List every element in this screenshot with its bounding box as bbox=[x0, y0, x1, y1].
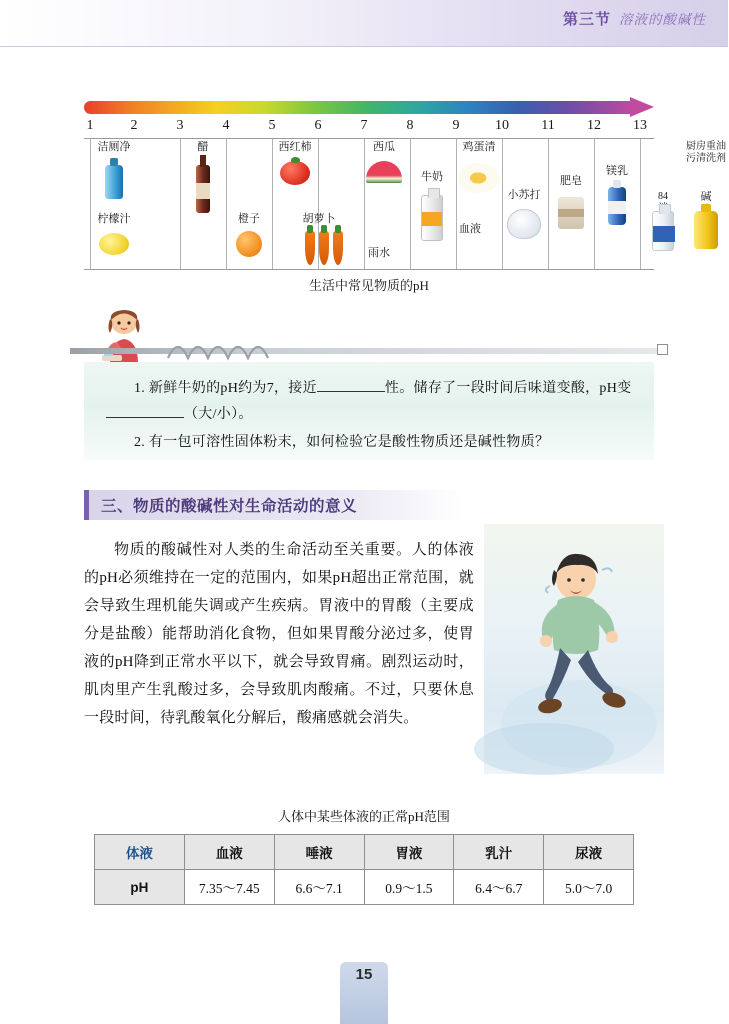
table-header-cell: 唾液 bbox=[274, 835, 364, 870]
ph-number: 7 bbox=[360, 118, 368, 133]
ph-item-label: 醋 bbox=[197, 141, 209, 153]
ph-number: 2 bbox=[130, 118, 138, 133]
ph-item-label: 西红柿 bbox=[278, 141, 312, 153]
arrow-tip-icon bbox=[630, 97, 654, 117]
grid-line bbox=[548, 139, 549, 269]
ph-number: 12 bbox=[587, 118, 601, 133]
ph-number: 5 bbox=[268, 118, 276, 133]
table-header-cell: 尿液 bbox=[544, 835, 634, 870]
carrot-icon bbox=[305, 231, 315, 265]
grid-line bbox=[272, 139, 273, 269]
table-header-cell: 胃液 bbox=[364, 835, 454, 870]
lye-jug-icon bbox=[694, 211, 718, 249]
grid-line bbox=[90, 139, 91, 269]
soap-icon bbox=[558, 197, 584, 229]
section-paragraph: 物质的酸碱性对人类的生命活动至关重要。人的体液的pH必须维持在一定的范围内，如果pH超出正常范围，就会导致生理机能失调或产生疾病。胃液中的胃酸（主要成分是盐酸）能帮助消化食物，但如果胃酸分泌过多，使胃液的pH降到正常水平以下，就会导致胃痛。剧烈运动时，肌肉里产生乳酸过多，会导致肌肉酸痛。不过，只要休息一段时间，待乳酸氧化分解后，酸痛感就会消失。 bbox=[84, 542, 474, 726]
grid-line bbox=[456, 139, 457, 269]
ph-item-label: 胡萝卜 bbox=[302, 213, 336, 225]
table-cell: 5.0～7.0 bbox=[544, 870, 634, 905]
q1-text-c: （大/小）。 bbox=[184, 407, 253, 422]
ph-item-label: 镁乳 bbox=[606, 165, 628, 177]
section-heading-text: 三、物质的酸碱性对生命活动的意义 bbox=[101, 498, 358, 515]
ph-number: 13 bbox=[633, 118, 647, 133]
table-header-cell: 血液 bbox=[184, 835, 274, 870]
ph-item-label: 西瓜 bbox=[373, 141, 395, 153]
coil-bar bbox=[70, 348, 668, 354]
table-row bbox=[95, 870, 634, 905]
heading-accent-bar bbox=[84, 490, 89, 520]
table-caption: 人体中某些体液的正常pH范围 bbox=[278, 809, 450, 824]
ph-number: 3 bbox=[176, 118, 184, 133]
activity-question-1-cont bbox=[84, 402, 654, 428]
ph-item-label: 血液 bbox=[459, 223, 481, 235]
activity-coil-divider bbox=[70, 340, 668, 362]
coil-end-square bbox=[657, 344, 668, 355]
milk-of-magnesia-icon bbox=[608, 187, 626, 225]
carrot-icon bbox=[319, 231, 329, 265]
grid-line bbox=[502, 139, 503, 269]
ph-gradient-bar bbox=[84, 101, 632, 114]
ph-number: 1 bbox=[86, 118, 94, 133]
ph-item-label: 雨水 bbox=[368, 247, 390, 259]
section-heading bbox=[84, 490, 464, 520]
lemon-icon bbox=[99, 233, 129, 255]
ph-scale-numbers bbox=[84, 118, 654, 138]
ph-item-label: 厨房重油污清洗剂 bbox=[686, 141, 726, 164]
ph-item-label: 牛奶 bbox=[421, 171, 443, 183]
ph-number: 8 bbox=[406, 118, 414, 133]
ph-item-label: 小苏打 bbox=[507, 189, 541, 201]
ph-number: 6 bbox=[314, 118, 322, 133]
table-cell: 6.4～6.7 bbox=[454, 870, 544, 905]
running-boy-illustration bbox=[484, 524, 664, 774]
orange-icon bbox=[236, 231, 262, 257]
table-row-label: pH bbox=[95, 870, 185, 905]
carrot-icon bbox=[333, 231, 343, 265]
ph-item-label: 柠檬汁 bbox=[97, 213, 131, 225]
ph-number: 11 bbox=[541, 118, 555, 133]
table-cell: 0.9～1.5 bbox=[364, 870, 454, 905]
ph-items-grid bbox=[84, 138, 726, 270]
watermelon-icon bbox=[366, 161, 402, 183]
ph-number: 9 bbox=[452, 118, 460, 133]
grid-line bbox=[226, 139, 227, 269]
running-boy-icon bbox=[484, 524, 664, 774]
ph-item-label: 鸡蛋清 bbox=[462, 141, 496, 153]
ph-gradient-arrow bbox=[84, 100, 654, 115]
table-cell: 7.35～7.45 bbox=[184, 870, 274, 905]
ph-item-label: 84 bbox=[658, 191, 668, 202]
activity-question-1 bbox=[84, 362, 654, 402]
section-name: 溶液的酸碱性 bbox=[619, 12, 706, 27]
page-number: 15 bbox=[355, 966, 373, 983]
disinfectant-icon bbox=[652, 211, 674, 251]
baking-soda-icon bbox=[507, 209, 541, 239]
ph-figure-caption: 生活中常见物质的pH bbox=[309, 278, 429, 293]
table-header-cell: 乳汁 bbox=[454, 835, 544, 870]
page-header-title bbox=[563, 8, 706, 29]
q1-blank-1[interactable] bbox=[317, 391, 385, 392]
activity-question-box bbox=[84, 362, 654, 460]
ph-item-label: 碱 bbox=[700, 191, 712, 203]
header-divider bbox=[0, 46, 728, 47]
vinegar-bottle-icon bbox=[196, 165, 210, 213]
table-header-cell: 体液 bbox=[95, 835, 185, 870]
ph-number: 4 bbox=[222, 118, 230, 133]
grid-line bbox=[594, 139, 595, 269]
grid-line bbox=[364, 139, 365, 269]
q1-text-a: 1. 新鲜牛奶的pH约为7，接近 bbox=[134, 381, 317, 396]
table-header-row bbox=[95, 835, 634, 870]
q1-blank-2[interactable] bbox=[106, 417, 184, 418]
egg-white-icon bbox=[458, 163, 500, 193]
ph-item-label: 肥皂 bbox=[560, 175, 582, 187]
ph-item-label: 洁厕净 bbox=[97, 141, 131, 153]
table-cell: 6.6～7.1 bbox=[274, 870, 364, 905]
grid-line bbox=[640, 139, 641, 269]
toilet-cleaner-icon bbox=[105, 165, 123, 199]
coil-spring-icon bbox=[166, 340, 286, 362]
tomato-icon bbox=[280, 161, 310, 185]
body-fluid-ph-table bbox=[94, 834, 634, 905]
q1-text-b: 性。储存了一段时间后味道变酸，pH变 bbox=[384, 381, 632, 396]
ph-item-label: 橙子 bbox=[238, 213, 260, 225]
ph-number: 10 bbox=[495, 118, 509, 133]
activity-question-2: 2. 有一包可溶性固体粉末，如何检验它是酸性物质还是碱性物质？ bbox=[134, 435, 550, 450]
grid-line bbox=[410, 139, 411, 269]
section-number: 第三节 bbox=[562, 11, 611, 28]
milk-carton-icon bbox=[421, 195, 443, 241]
grid-line bbox=[180, 139, 181, 269]
ph-scale-figure bbox=[84, 100, 726, 294]
